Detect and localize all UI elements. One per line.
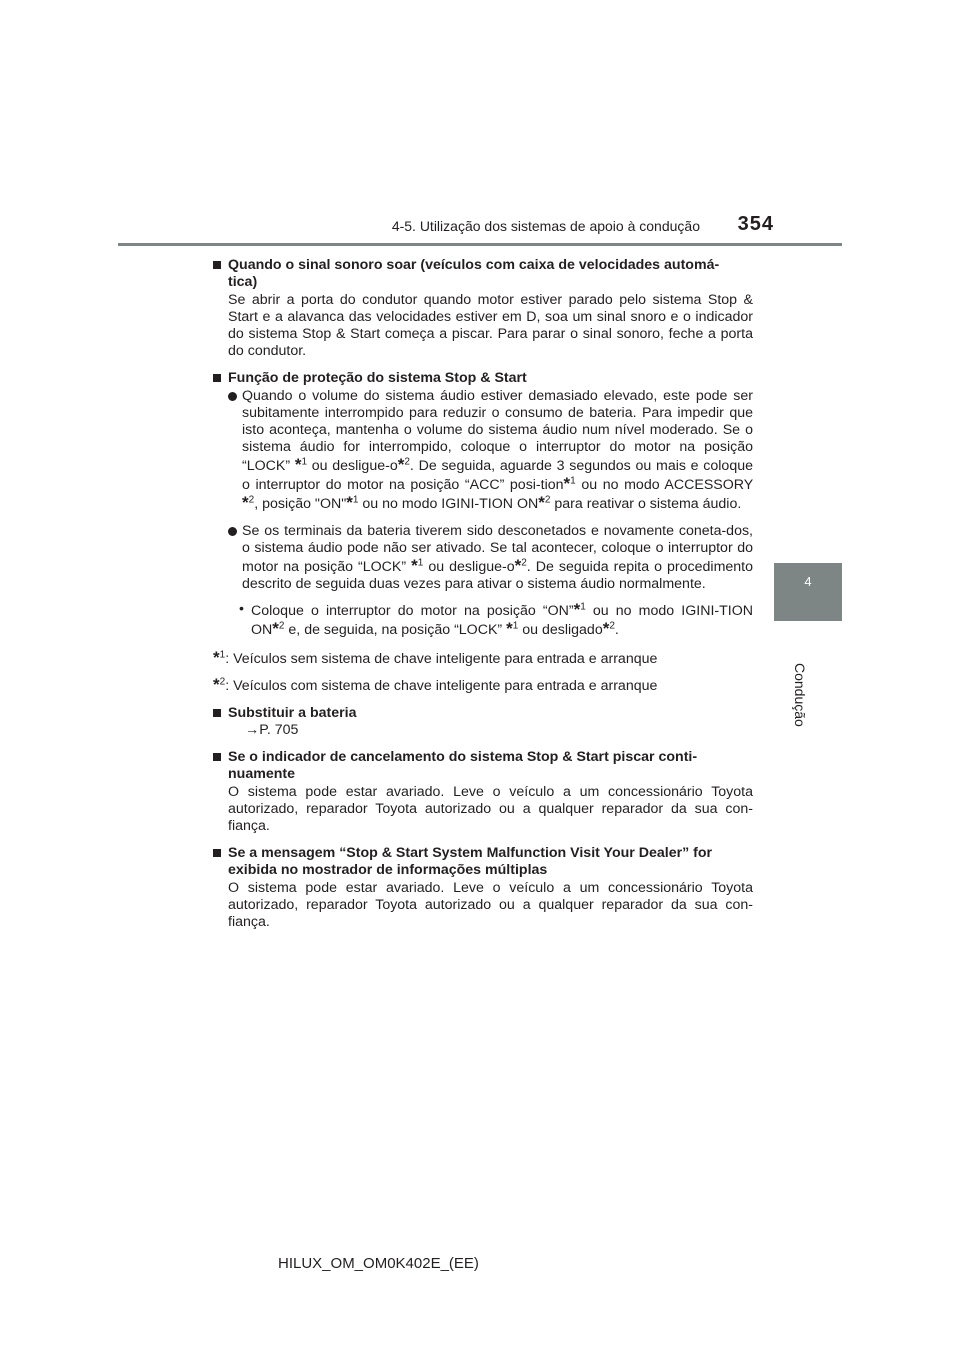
sub-step-marker: • bbox=[239, 601, 244, 617]
bullet-text: ou desligue-o bbox=[428, 559, 515, 575]
footnote-star: * bbox=[514, 556, 522, 575]
footnote-text: : Veículos sem sistema de chave inteligente para entrada e arranque bbox=[225, 651, 658, 667]
section-heading-indicator-flashing bbox=[213, 749, 753, 783]
footnote-star: * bbox=[294, 455, 302, 474]
section-heading-beep bbox=[213, 257, 753, 291]
footnote-ref: 2 bbox=[521, 557, 527, 569]
heading-text: Função de proteção do sistema Stop & Start bbox=[228, 370, 527, 386]
footnote-1 bbox=[213, 649, 753, 668]
sub-step-text: ou desligado bbox=[522, 622, 603, 638]
footnote-ref: 2 bbox=[278, 620, 285, 632]
footnote-star: * bbox=[242, 493, 249, 512]
footnote-ref: 2 bbox=[404, 456, 410, 468]
footnote-ref: 1 bbox=[417, 557, 424, 569]
section-body-beep: Se abrir a porta do condutor quando motor estiver parado pelo sistema Stop & Start e a alavanca das velocidades estiver em D, soa um sinal snoro e o indicador do sistema Stop & Start começa a piscar. Para parar o sinal sonoro, feche a porta do condutor. bbox=[228, 292, 753, 359]
bullet-text: , posição "ON" bbox=[254, 496, 347, 512]
heading-line-1: Se o indicador de cancelamento do sistema Stop & Start piscar conti- bbox=[228, 749, 698, 765]
sub-step-text: e, de seguida, na posição “LOCK” bbox=[288, 622, 503, 638]
heading-line-2: nuamente bbox=[228, 766, 296, 782]
header-section-title: 4-5. Utilização dos sistemas de apoio à condução bbox=[391, 218, 700, 234]
footnote-star: * bbox=[346, 493, 353, 512]
page-reference-link[interactable]: →P. 705 bbox=[245, 722, 299, 738]
chapter-tab bbox=[774, 563, 842, 621]
bullet-text: Quando o volume do sistema áudio estiver demasiado elevado, este pode ser subitamente interrompido para reduzir o consumo de bateria. Para impedir que isto aconteça, mantenha o volume do sistema áudio num nível moderado. Se o sistema áudio for interrompido, coloque o interruptor do motor na posição “LOCK” bbox=[242, 388, 753, 474]
footnote-ref: 1 bbox=[219, 649, 226, 661]
round-bullet-icon bbox=[228, 392, 237, 401]
section-heading-malfunction-message bbox=[213, 845, 753, 879]
bullet-text: para reativar o sistema áudio. bbox=[554, 496, 742, 512]
footnote-star: * bbox=[573, 600, 581, 619]
sub-step bbox=[213, 601, 753, 639]
sub-step-text: ou no modo IGINI-TION ON bbox=[251, 603, 753, 638]
bullet-audio-volume bbox=[213, 388, 753, 513]
bullet-text: . De seguida repita o procedimento descrito de seguida duas vezes para ativar o sistema áudio normalmente. bbox=[242, 559, 754, 592]
footnote-ref: 1 bbox=[512, 620, 519, 632]
section-body-indicator: O sistema pode estar avariado. Leve o veículo a um concessionário Toyota autorizado, reparador Toyota autorizado ou a qualquer reparador da sua con-fiança. bbox=[228, 784, 753, 834]
bullet-text: . De seguida, aguarde 3 segundos ou mais e coloque o interruptor do motor na posição “ACC” posi-tion bbox=[242, 458, 753, 493]
bullet-text: ou no modo IGINI-TION ON bbox=[362, 496, 539, 512]
heading-line-2: exibida no mostrador de informações múltiplas bbox=[228, 862, 548, 878]
section-heading-protection bbox=[213, 370, 753, 387]
sub-step-text: . bbox=[614, 622, 619, 638]
section-body-malfunction: O sistema pode estar avariado. Leve o veículo a um concessionário Toyota autorizado, reparador Toyota autorizado ou a qualquer reparador da sua con-fiança. bbox=[228, 880, 753, 930]
footnote-2 bbox=[213, 676, 753, 695]
heading-line-2: tica) bbox=[228, 274, 258, 290]
chapter-tab-label: Condução bbox=[792, 663, 808, 727]
footnote-ref: 1 bbox=[570, 475, 576, 487]
footnote-ref: 1 bbox=[301, 456, 308, 468]
footer-document-code: HILUX_OM_OM0K402E_(EE) bbox=[278, 1255, 479, 1272]
footnote-star: * bbox=[538, 493, 545, 512]
footnote-ref: 2 bbox=[544, 494, 551, 506]
heading-line-1: Quando o sinal sonoro soar (veículos com caixa de velocidades automá- bbox=[228, 257, 720, 273]
footnote-ref: 2 bbox=[248, 494, 255, 506]
square-bullet-icon bbox=[213, 261, 221, 269]
bullet-text: Se os terminais da bateria tiverem sido desconetados e novamente coneta-dos, o sistema áudio pode não ser ativado. Se tal acontecer, coloque o interruptor do motor na posição “LOCK” bbox=[242, 523, 753, 575]
bullet-text: ou desligue-o bbox=[311, 458, 398, 474]
footnote-ref: 1 bbox=[580, 601, 586, 613]
footnote-ref: 2 bbox=[609, 620, 615, 632]
header-rule bbox=[118, 243, 842, 246]
square-bullet-icon bbox=[213, 374, 221, 382]
footnote-text: : Veículos com sistema de chave inteligente para entrada e arranque bbox=[225, 678, 658, 694]
chapter-tab-number: 4 bbox=[804, 574, 812, 589]
square-bullet-icon bbox=[213, 849, 221, 857]
round-bullet-icon bbox=[228, 527, 237, 536]
footnote-star: * bbox=[397, 455, 405, 474]
footnote-star: * bbox=[213, 675, 220, 694]
page-number: 354 bbox=[737, 213, 774, 235]
footnote-star: * bbox=[213, 648, 220, 667]
square-bullet-icon bbox=[213, 753, 221, 761]
bullet-text: ou no modo ACCESSORY bbox=[581, 477, 753, 493]
bullet-battery-terminals bbox=[213, 523, 753, 593]
heading-line-1: Se a mensagem “Stop & Start System Malfunction Visit Your Dealer” for bbox=[228, 845, 713, 861]
footnote-star: * bbox=[506, 619, 513, 638]
footnote-star: * bbox=[411, 556, 418, 575]
sub-step-text: Coloque o interruptor do motor na posição “ON” bbox=[251, 603, 574, 619]
page-content bbox=[213, 257, 753, 941]
section-heading-replace-battery bbox=[213, 705, 753, 722]
footnote-star: * bbox=[272, 619, 279, 638]
footnote-ref: 2 bbox=[219, 676, 226, 688]
footnote-ref: 1 bbox=[352, 494, 359, 506]
square-bullet-icon bbox=[213, 709, 221, 717]
heading-text: Substituir a bateria bbox=[228, 705, 357, 721]
footnote-star: * bbox=[563, 474, 571, 493]
footnote-star: * bbox=[602, 619, 610, 638]
